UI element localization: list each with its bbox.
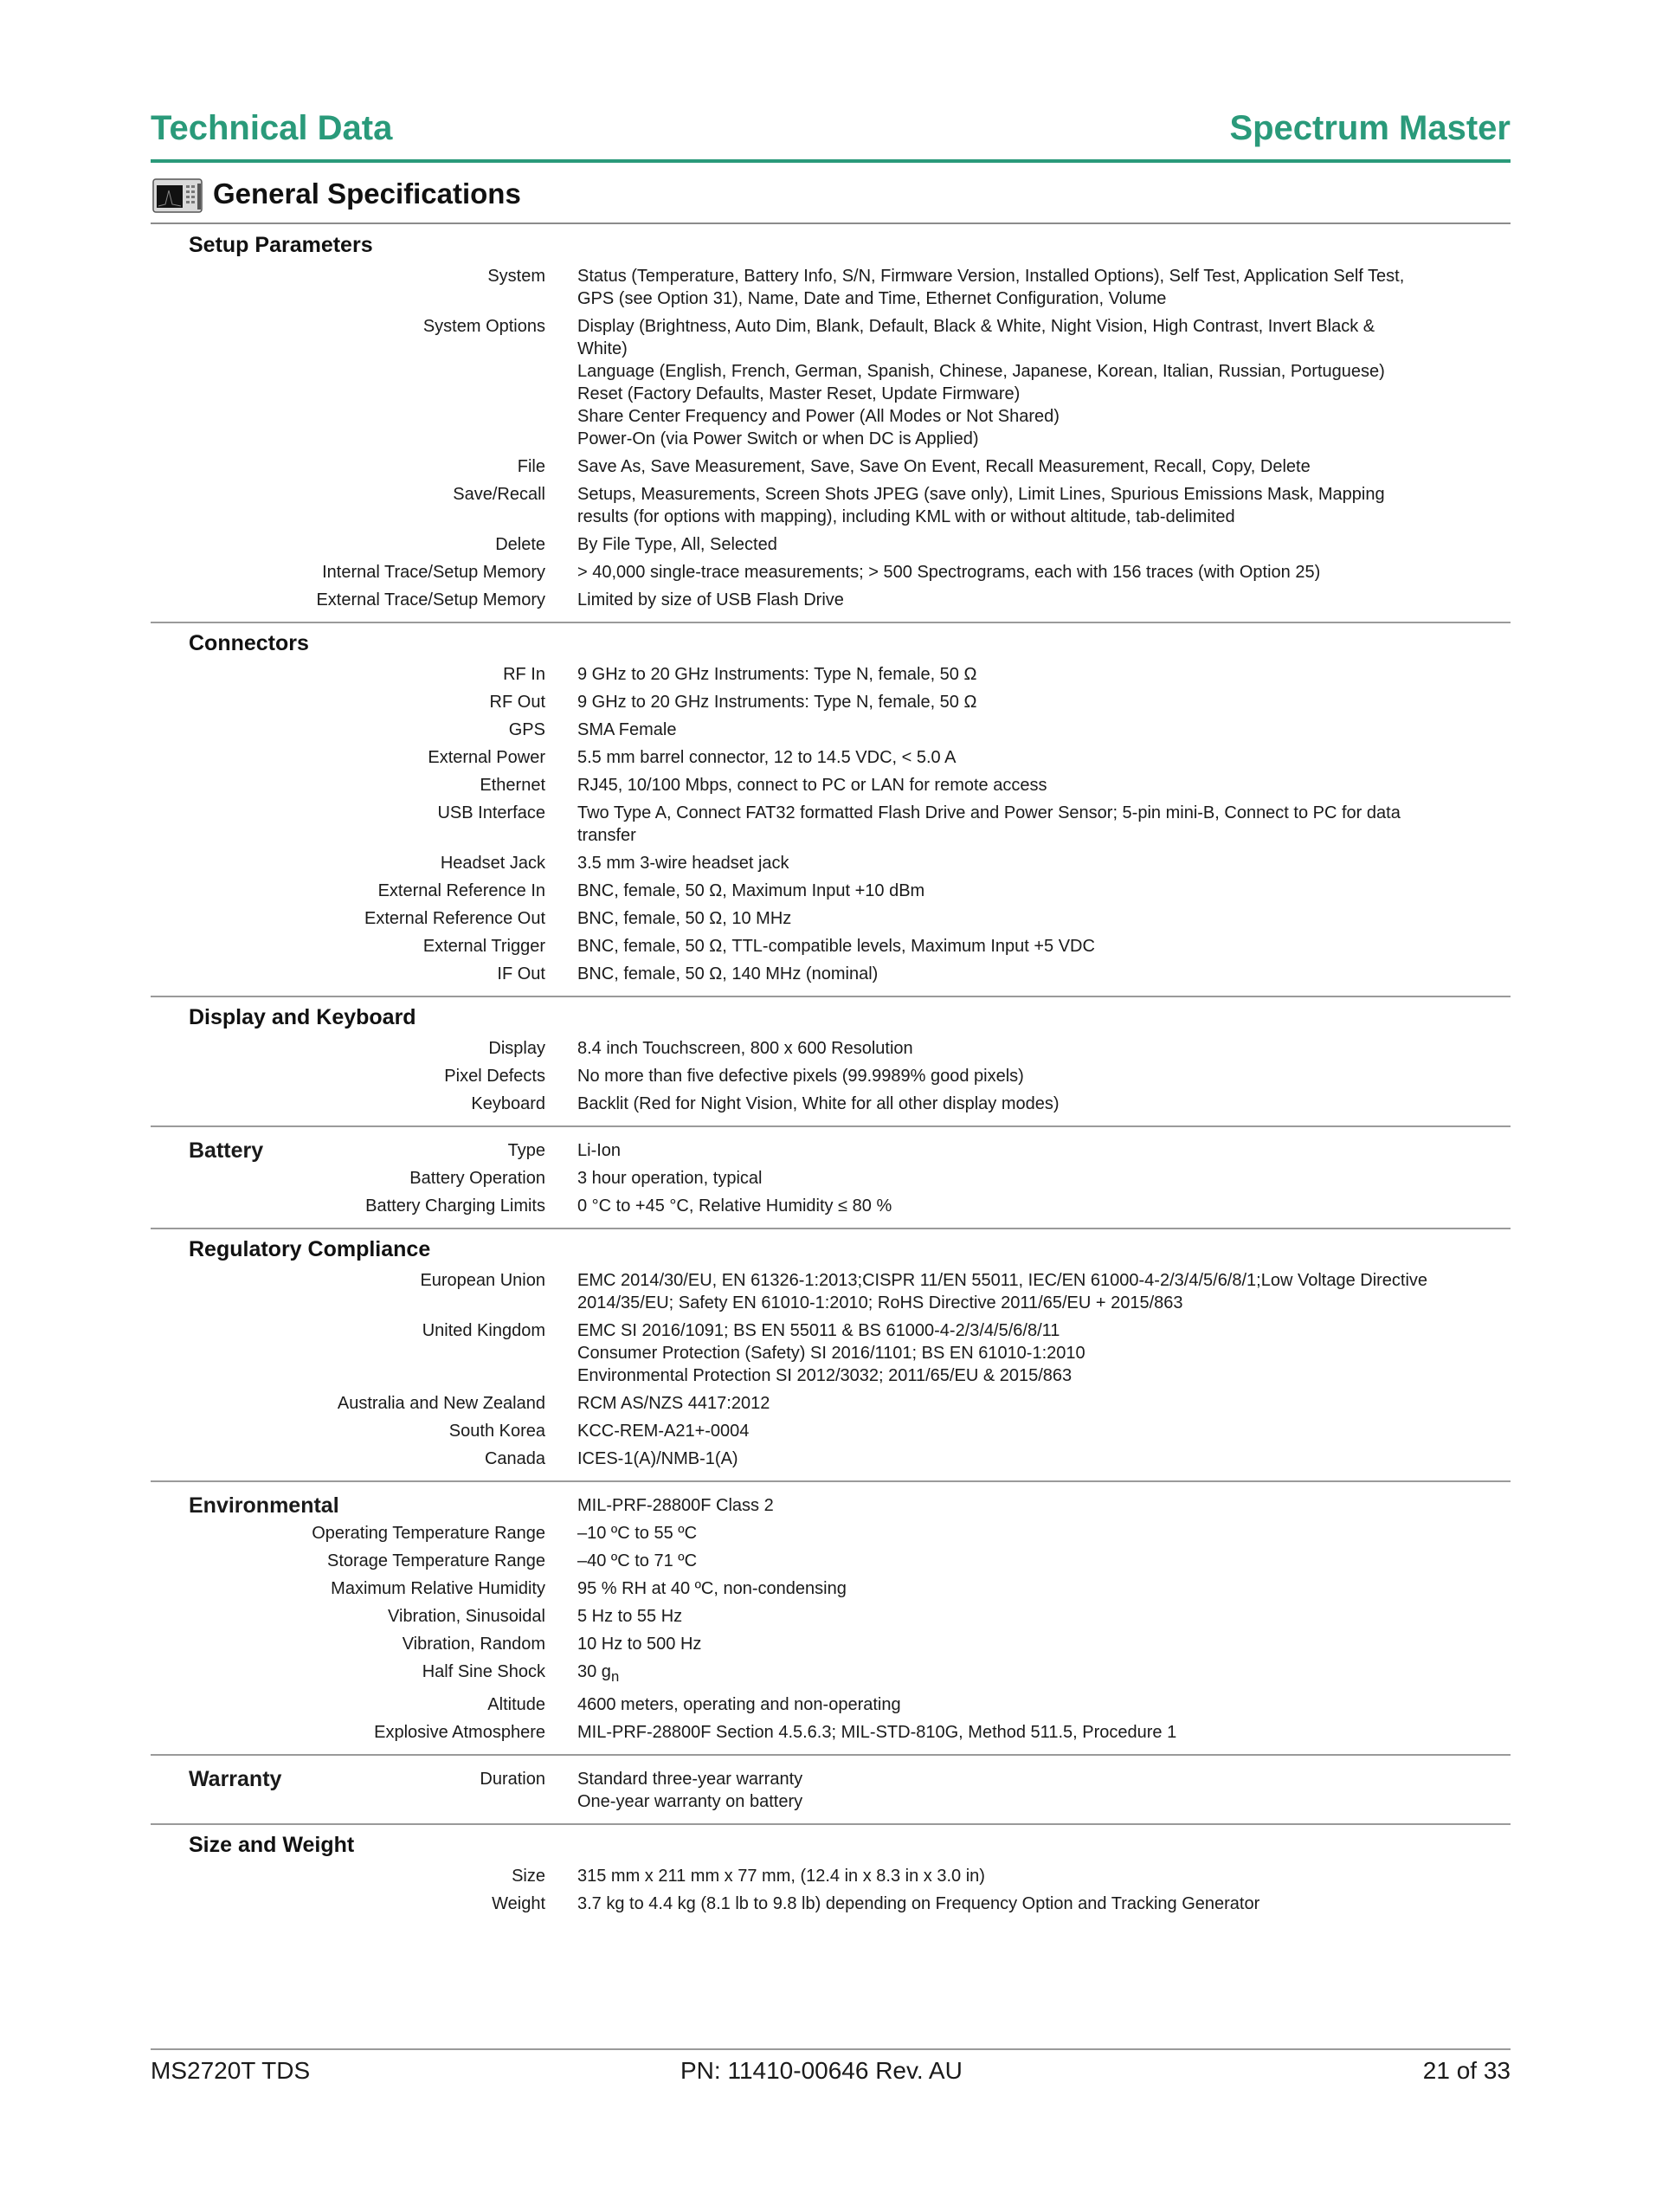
spec-value	[577, 1420, 1511, 1442]
spec-value	[577, 1448, 1511, 1470]
spec-label: Altitude	[487, 1695, 545, 1714]
spec-value	[577, 589, 1511, 611]
spec-row	[151, 1269, 1511, 1314]
spec-value-line	[577, 315, 1511, 338]
spec-label: External Power	[428, 748, 545, 767]
spec-value	[577, 802, 1511, 847]
spec-section	[151, 1229, 1511, 1482]
spec-row	[151, 1494, 1511, 1517]
spec-value-line	[577, 1319, 1511, 1342]
spec-row	[151, 774, 1511, 796]
spec-row	[151, 1550, 1511, 1572]
spec-section	[151, 1825, 1511, 1925]
spec-value	[577, 1195, 1511, 1217]
spec-value-line	[577, 455, 1511, 478]
spec-label: Explosive Atmosphere	[374, 1723, 545, 1742]
spec-row	[151, 589, 1511, 611]
spec-label: RF Out	[489, 693, 545, 712]
spec-value-text: results (for options with mapping), including KML with or without altitude, tab-delimited	[577, 507, 1235, 526]
spec-value-line	[577, 1448, 1511, 1470]
spec-label: Type	[507, 1141, 545, 1160]
spec-section	[151, 1756, 1511, 1825]
spec-label: RF In	[503, 665, 545, 684]
spec-value-line	[577, 1577, 1511, 1600]
spec-row	[151, 852, 1511, 874]
footer-page: 21 of 33	[1422, 2057, 1511, 2084]
spec-value	[577, 455, 1511, 478]
spec-value	[577, 483, 1511, 528]
spec-value-text: MIL-PRF-28800F Section 4.5.6.3; MIL-STD-810G, Method 511.5, Procedure 1	[577, 1723, 1177, 1742]
spec-row	[151, 1633, 1511, 1655]
spec-value-text: EMC SI 2016/1091; BS EN 55011 & BS 61000-4-2/3/4/5/6/8/11	[577, 1321, 1060, 1340]
spec-value	[577, 360, 1511, 450]
spec-section-title: Environmental	[189, 1493, 339, 1518]
spec-value-text: transfer	[577, 826, 636, 845]
spec-label: Size	[512, 1867, 545, 1886]
spec-label: Half Sine Shock	[422, 1662, 545, 1681]
header-title-right: Spectrum Master	[1229, 109, 1511, 147]
spec-value-text: 5.5 mm barrel connector, 12 to 14.5 VDC, < 5.0 A	[577, 748, 957, 767]
spec-row	[151, 746, 1511, 769]
spec-value	[577, 935, 1511, 958]
section-title: General Specifications	[213, 177, 521, 210]
spec-label: United Kingdom	[422, 1321, 545, 1340]
spec-value-line	[577, 880, 1511, 902]
spec-value-line	[577, 1269, 1511, 1292]
spec-value	[577, 907, 1511, 930]
spec-value	[577, 1721, 1511, 1744]
spec-row	[151, 1721, 1511, 1744]
spec-row	[151, 1605, 1511, 1628]
spec-value-text: Backlit (Red for Night Vision, White for all other display modes)	[577, 1094, 1060, 1113]
spec-value-text: Consumer Protection (Safety) SI 2016/1101; BS EN 61010-1:2010	[577, 1344, 1085, 1363]
spec-row	[151, 1167, 1511, 1190]
spec-value	[577, 1865, 1511, 1887]
spec-label: Canada	[484, 1449, 545, 1468]
spec-value-text: BNC, female, 50 Ω, 10 MHz	[577, 909, 792, 928]
spec-value-line	[577, 1342, 1511, 1364]
header-title-left: Technical Data	[151, 109, 393, 147]
spec-value-text: SMA Female	[577, 720, 677, 739]
spec-row	[151, 315, 1511, 360]
instrument-icon	[152, 178, 203, 213]
spec-value-text: 9 GHz to 20 GHz Instruments: Type N, female, 50 Ω	[577, 665, 977, 684]
spec-value-line	[577, 774, 1511, 796]
spec-label: Internal Trace/Setup Memory	[322, 563, 545, 582]
footer-part-number: PN: 11410-00646 Rev. AU	[680, 2057, 963, 2084]
spec-section-title: Battery	[189, 1138, 264, 1163]
spec-value-line	[577, 360, 1511, 383]
spec-row	[151, 1195, 1511, 1217]
spec-row	[151, 483, 1511, 528]
spec-value-line	[577, 1167, 1511, 1190]
spec-label: Operating Temperature Range	[312, 1524, 545, 1543]
spec-label: Display	[488, 1039, 545, 1058]
spec-section-title: Display and Keyboard	[189, 1005, 416, 1029]
spec-value	[577, 1893, 1511, 1915]
spec-value	[577, 315, 1511, 360]
spec-row	[151, 360, 1511, 450]
spec-row	[151, 880, 1511, 902]
spec-section-title: Warranty	[189, 1767, 282, 1791]
spec-label: Duration	[480, 1770, 545, 1789]
spec-section	[151, 997, 1511, 1127]
spec-label: File	[517, 457, 545, 476]
spec-row	[151, 1661, 1511, 1688]
spec-value	[577, 1139, 1511, 1162]
spec-value-line	[577, 1661, 1511, 1688]
spec-label: Battery Operation	[409, 1169, 545, 1188]
spec-value	[577, 746, 1511, 769]
spec-row	[151, 802, 1511, 847]
spec-value-text: Li-Ion	[577, 1141, 622, 1160]
spec-value-line	[577, 1195, 1511, 1217]
spec-row	[151, 561, 1511, 584]
spec-section-title: Regulatory Compliance	[189, 1237, 431, 1261]
spec-value-text: Reset (Factory Defaults, Master Reset, Update Firmware)	[577, 384, 1021, 403]
spec-row	[151, 691, 1511, 713]
spec-row	[151, 265, 1511, 310]
spec-row	[151, 1865, 1511, 1887]
spec-value-line	[577, 405, 1511, 428]
spec-label: Vibration, Sinusoidal	[388, 1607, 545, 1626]
spec-value-line	[577, 428, 1511, 450]
spec-label: European Union	[420, 1271, 545, 1290]
spec-value-line	[577, 1790, 1511, 1813]
spec-row	[151, 907, 1511, 930]
spec-label: Vibration, Random	[402, 1635, 545, 1654]
general-specifications-heading	[151, 173, 1511, 224]
spec-value-text: RJ45, 10/100 Mbps, connect to PC or LAN for remote access	[577, 776, 1047, 795]
spec-value-line	[577, 1522, 1511, 1545]
spec-value-text: One-year warranty on battery	[577, 1792, 803, 1811]
spec-label: Headset Jack	[440, 854, 545, 873]
spec-value-line	[577, 1865, 1511, 1887]
spec-label: Ethernet	[480, 776, 545, 795]
spec-value-text: 8.4 inch Touchscreen, 800 x 600 Resolution	[577, 1039, 913, 1058]
spec-value	[577, 963, 1511, 985]
spec-value	[577, 1661, 1511, 1688]
spec-label: Save/Recall	[453, 485, 545, 504]
spec-value-text: BNC, female, 50 Ω, 140 MHz (nominal)	[577, 964, 879, 983]
spec-value-line	[577, 1494, 1511, 1517]
spec-value	[577, 1093, 1511, 1115]
spec-value	[577, 1605, 1511, 1628]
spec-value-line	[577, 907, 1511, 930]
spec-value	[577, 852, 1511, 874]
spec-value-text: Power-On (via Power Switch or when DC is Applied)	[577, 429, 979, 448]
spec-value-text: By File Type, All, Selected	[577, 535, 777, 554]
spec-row	[151, 1693, 1511, 1716]
spec-value-line	[577, 287, 1511, 310]
spec-value-line	[577, 561, 1511, 584]
spec-row	[151, 963, 1511, 985]
spec-value	[577, 1522, 1511, 1545]
spec-value-text: ICES-1(A)/NMB-1(A)	[577, 1449, 738, 1468]
spec-value-line	[577, 338, 1511, 360]
spec-value-line	[577, 1139, 1511, 1162]
spec-value-text: Two Type A, Connect FAT32 formatted Flash Drive and Power Sensor; 5-pin mini-B, Connect to PC for data	[577, 803, 1401, 822]
spec-label: Weight	[492, 1894, 545, 1913]
spec-label: Australia and New Zealand	[337, 1394, 545, 1413]
spec-section-title: Connectors	[189, 631, 309, 655]
spec-value	[577, 533, 1511, 556]
spec-value-text: No more than five defective pixels (99.9989% good pixels)	[577, 1067, 1024, 1086]
spec-value	[577, 1065, 1511, 1087]
spec-label: IF Out	[497, 964, 545, 983]
spec-value-line	[577, 852, 1511, 874]
spec-label: System	[487, 267, 545, 286]
spec-row	[151, 1139, 1511, 1162]
spec-label: Keyboard	[471, 1094, 545, 1113]
spec-label: Battery Charging Limits	[365, 1196, 545, 1216]
spec-value-line	[577, 265, 1511, 287]
spec-label: External Reference In	[377, 881, 545, 900]
spec-value-text: MIL-PRF-28800F Class 2	[577, 1496, 774, 1515]
spec-value-text: RCM AS/NZS 4417:2012	[577, 1394, 770, 1413]
spec-label: Storage Temperature Range	[326, 1551, 545, 1570]
spec-value-text: –10 ºC to 55 ºC	[577, 1524, 698, 1543]
spec-value-text: 5 Hz to 55 Hz	[577, 1607, 683, 1626]
spec-row	[151, 935, 1511, 958]
spec-row	[151, 533, 1511, 556]
spec-row	[151, 1065, 1511, 1087]
spec-value	[577, 1269, 1511, 1314]
spec-value-line	[577, 1292, 1511, 1314]
spec-value	[577, 719, 1511, 741]
spec-value	[577, 1693, 1511, 1716]
spec-value-line	[577, 1037, 1511, 1060]
spec-label: External Reference Out	[364, 909, 545, 928]
spec-row	[151, 719, 1511, 741]
spec-value-line	[577, 1065, 1511, 1087]
spec-value-line	[577, 1768, 1511, 1790]
spec-value-text: 95 % RH at 40 ºC, non-condensing	[577, 1579, 847, 1598]
spec-value-line	[577, 1693, 1511, 1716]
spec-value-line	[577, 1392, 1511, 1415]
spec-value	[577, 1319, 1511, 1387]
spec-value	[577, 1550, 1511, 1572]
spec-value-text: 3.5 mm 3-wire headset jack	[577, 854, 789, 873]
spec-value	[577, 561, 1511, 584]
spec-row	[151, 1319, 1511, 1387]
spec-value-line	[577, 963, 1511, 985]
spec-value-text: Standard three-year warranty	[577, 1770, 803, 1789]
spec-value-text: KCC-REM-A21+-0004	[577, 1422, 750, 1441]
spec-section	[151, 1127, 1511, 1229]
spec-row	[151, 1893, 1511, 1915]
spec-label: External Trigger	[422, 937, 545, 956]
spec-value-text: 30 g	[577, 1662, 611, 1681]
spec-value-text: > 40,000 single-trace measurements; > 500 Spectrograms, each with 156 traces (with Option 25)	[577, 563, 1321, 582]
spec-value-text: Save As, Save Measurement, Save, Save On Event, Recall Measurement, Recall, Copy, Delete	[577, 457, 1311, 476]
spec-value-subscript: n	[610, 1668, 620, 1685]
spec-value-line	[577, 1093, 1511, 1115]
spec-label: Pixel Defects	[444, 1067, 545, 1086]
spec-value-line	[577, 663, 1511, 686]
spec-value	[577, 1494, 1511, 1517]
spec-value	[577, 1577, 1511, 1600]
spec-value	[577, 1167, 1511, 1190]
spec-value-line	[577, 383, 1511, 405]
footer-doc: MS2720T TDS	[151, 2057, 311, 2084]
spec-value-line	[577, 824, 1511, 847]
spec-row	[151, 1392, 1511, 1415]
spec-value	[577, 265, 1511, 310]
spec-row	[151, 1768, 1511, 1813]
spec-value-text: Display (Brightness, Auto Dim, Blank, Default, Black & White, Night Vision, High Contrast, Invert Black &	[577, 317, 1375, 336]
spec-row	[151, 1093, 1511, 1115]
spec-value-line	[577, 935, 1511, 958]
spec-value-text: 3.7 kg to 4.4 kg (8.1 lb to 9.8 lb) depending on Frequency Option and Tracking Generator	[577, 1894, 1260, 1913]
spec-value-text: EMC 2014/30/EU, EN 61326-1:2013;CISPR 11/EN 55011, IEC/EN 61000-4-2/3/4/5/6/8/1;Low Voltage Directive	[577, 1271, 1428, 1290]
spec-value-text: Share Center Frequency and Power (All Modes or Not Shared)	[577, 407, 1060, 426]
spec-value-text: 10 Hz to 500 Hz	[577, 1635, 702, 1654]
spec-content	[151, 225, 1511, 1925]
spec-value-text: –40 ºC to 71 ºC	[577, 1551, 698, 1570]
spec-value-text: 3 hour operation, typical	[577, 1169, 763, 1188]
spec-value-text: Setups, Measurements, Screen Shots JPEG (save only), Limit Lines, Spurious Emissions Mask, Mapping	[577, 485, 1385, 504]
spec-row	[151, 663, 1511, 686]
spec-value-line	[577, 746, 1511, 769]
spec-value-line	[577, 1550, 1511, 1572]
spec-value-line	[577, 1721, 1511, 1744]
spec-section-title: Size and Weight	[189, 1833, 355, 1857]
spec-section-title: Setup Parameters	[189, 233, 373, 257]
spec-value-text: Limited by size of USB Flash Drive	[577, 590, 844, 609]
spec-value-text: 4600 meters, operating and non-operating	[577, 1695, 901, 1714]
spec-value-line	[577, 589, 1511, 611]
spec-value-text: 2014/35/EU; Safety EN 61010-1:2010; RoHS Directive 2011/65/EU + 2015/863	[577, 1293, 1183, 1312]
spec-value	[577, 880, 1511, 902]
spec-label: System Options	[422, 317, 545, 336]
spec-value-text: Status (Temperature, Battery Info, S/N, Firmware Version, Installed Options), Self Test, Application Self Test,	[577, 267, 1405, 286]
spec-label: Delete	[495, 535, 545, 554]
spec-value	[577, 1037, 1511, 1060]
page-header	[151, 104, 1511, 163]
spec-row	[151, 1448, 1511, 1470]
spec-value-text: Environmental Protection SI 2012/3032; 2011/65/EU & 2015/863	[577, 1366, 1073, 1385]
spec-label: External Trace/Setup Memory	[316, 590, 545, 609]
spec-value-text: White)	[577, 339, 628, 358]
spec-value-text: 315 mm x 211 mm x 77 mm, (12.4 in x 8.3 in x 3.0 in)	[577, 1867, 985, 1886]
spec-value-text: BNC, female, 50 Ω, Maximum Input +10 dBm	[577, 881, 925, 900]
spec-label: USB Interface	[437, 803, 545, 822]
spec-value-line	[577, 506, 1511, 528]
spec-value-text: 0 °C to +45 °C, Relative Humidity ≤ 80 %	[577, 1196, 892, 1216]
spec-value	[577, 691, 1511, 713]
spec-value-text: 9 GHz to 20 GHz Instruments: Type N, female, 50 Ω	[577, 693, 977, 712]
spec-value-line	[577, 1605, 1511, 1628]
spec-value	[577, 663, 1511, 686]
spec-value-line	[577, 719, 1511, 741]
spec-row	[151, 1037, 1511, 1060]
spec-value-text: Language (English, French, German, Spanish, Chinese, Japanese, Korean, Italian, Russian, Portuguese)	[577, 362, 1385, 381]
spec-label	[151, 360, 545, 450]
spec-row	[151, 1522, 1511, 1545]
spec-value	[577, 774, 1511, 796]
spec-value	[577, 1633, 1511, 1655]
spec-value-line	[577, 1633, 1511, 1655]
spec-label: Maximum Relative Humidity	[331, 1579, 545, 1598]
spec-value-line	[577, 483, 1511, 506]
spec-row	[151, 1577, 1511, 1600]
spec-value-text: BNC, female, 50 Ω, TTL-compatible levels, Maximum Input +5 VDC	[577, 937, 1095, 956]
spec-value-line	[577, 533, 1511, 556]
spec-value	[577, 1768, 1511, 1813]
spec-value-line	[577, 1893, 1511, 1915]
spec-value-line	[577, 802, 1511, 824]
spec-value-line	[577, 691, 1511, 713]
spec-row	[151, 455, 1511, 478]
spec-section	[151, 225, 1511, 623]
spec-section	[151, 623, 1511, 997]
spec-label: GPS	[508, 720, 545, 739]
spec-value	[577, 1392, 1511, 1415]
spec-label: South Korea	[448, 1422, 545, 1441]
spec-row	[151, 1420, 1511, 1442]
page-footer	[151, 2048, 1511, 2084]
spec-section	[151, 1482, 1511, 1756]
spec-value-line	[577, 1364, 1511, 1387]
spec-value-text: GPS (see Option 31), Name, Date and Time, Ethernet Configuration, Volume	[577, 289, 1167, 308]
spec-value-line	[577, 1420, 1511, 1442]
